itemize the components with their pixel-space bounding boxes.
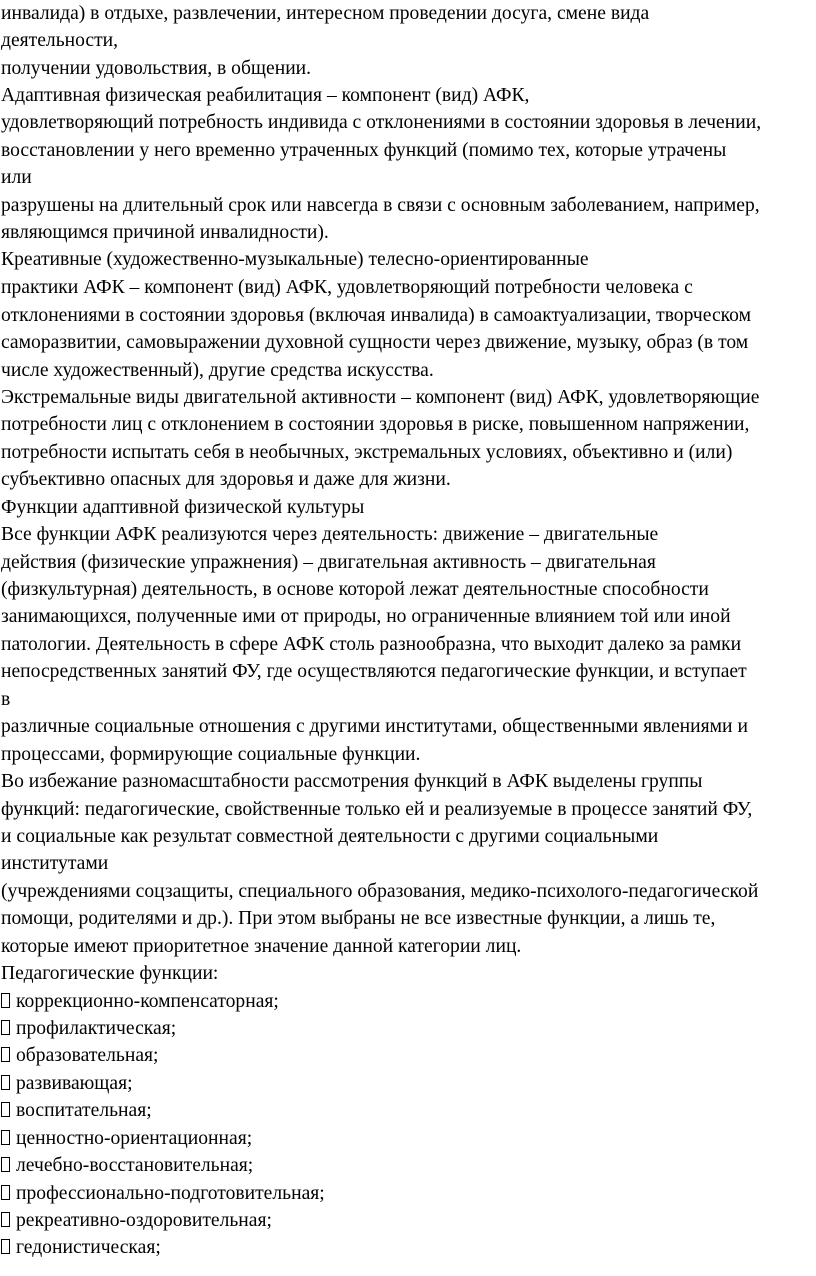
list-heading: Педагогические функции: — [1, 963, 219, 984]
text-line: функций: педагогические, свойственные только ей и реализуемые в процессе занятий ФУ, — [1, 799, 753, 820]
list-item — [1, 1097, 152, 1124]
text-line: помощи, родителями и др.). При этом выбраны не все известные функции, а лишь те, — [1, 908, 716, 929]
text-line: получении удовольствия, в общении. — [1, 58, 312, 79]
bullet-icon — [1, 1075, 10, 1090]
text-line: Экстремальные виды двигательной активности – компонент (вид) АФК, удовлетворяющие — [1, 387, 760, 408]
text-line: которые имеют приоритетное значение данной категории лиц. — [1, 936, 522, 957]
text-line: Во избежание разномасштабности рассмотрения функций в АФК выделены группы — [1, 771, 703, 792]
list-item — [1, 1042, 158, 1069]
bullet-icon — [1, 1185, 10, 1200]
text-line: деятельности, — [1, 30, 119, 51]
bullet-icon — [1, 1102, 10, 1117]
text-line: инвалида) в отдыхе, развлечении, интересном проведении досуга, смене вида — [1, 3, 650, 24]
bullet-icon — [1, 993, 10, 1008]
text-line: Все функции АФК реализуются через деятельность: движение – двигательные — [1, 524, 659, 545]
list-item-label: ценностно-ориентационная; — [16, 1128, 253, 1149]
text-line: являющимся причиной инвалидности). — [1, 222, 329, 243]
list-item — [1, 1015, 176, 1042]
list-item-label: лечебно-восстановительная; — [16, 1155, 254, 1176]
list-item-label: профилактическая; — [16, 1018, 177, 1039]
list-item-label: рекреативно-оздоровительная; — [16, 1210, 272, 1231]
text-line: и социальные как результат совместной деятельности с другими социальными — [1, 826, 659, 847]
bullet-icon — [1, 1157, 10, 1172]
list-item-label: коррекционно-компенсаторная; — [16, 991, 279, 1012]
text-line: практики АФК – компонент (вид) АФК, удовлетворяющий потребности человека с — [1, 277, 693, 298]
bullet-icon — [1, 1239, 10, 1254]
text-line: процессами, формирующие социальные функции. — [1, 744, 421, 765]
text-line: удовлетворяющий потребность индивида с отклонениями в состоянии здоровья в лечении, — [1, 112, 762, 133]
text-line: саморазвитии, самовыражении духовной сущности через движение, музыку, образ (в том — [1, 332, 749, 353]
bullet-icon — [1, 1212, 10, 1227]
text-line: различные социальные отношения с другими институтами, общественными явлениями и — [1, 716, 748, 737]
text-line: (физкультурная) деятельность, в основе которой лежат деятельностные способности — [1, 579, 709, 600]
text-line: Креативные (художественно-музыкальные) телесно-ориентированные — [1, 249, 589, 270]
list-item — [1, 1125, 252, 1152]
list-item — [1, 1070, 133, 1097]
text-line: числе художественный), другие средства искусства. — [1, 360, 434, 381]
text-line: или — [1, 167, 32, 188]
text-line: восстановлении у него временно утраченных функций (помимо тех, которые утрачены — [1, 140, 727, 161]
list-item — [1, 1180, 325, 1207]
bullet-icon — [1, 1020, 10, 1035]
text-line: потребности испытать себя в необычных, экстремальных условиях, объективно и (или) — [1, 442, 733, 463]
text-line: разрушены на длительный срок или навсегда в связи с основным заболеванием, например, — [1, 195, 760, 216]
list-item — [1, 1152, 253, 1179]
list-item — [1, 988, 279, 1015]
text-line: действия (физические упражнения) – двигательная активность – двигательная — [1, 552, 656, 573]
text-line: институтами — [1, 853, 109, 874]
text-line: отклонениями в состоянии здоровья (включая инвалида) в самоактуализации, творческом — [1, 305, 751, 326]
list-item-label: гедонистическая; — [16, 1237, 161, 1258]
text-line: занимающихся, полученные ими от природы, но ограниченные влиянием той или иной — [1, 606, 731, 627]
bullet-icon — [1, 1130, 10, 1145]
section-heading: Функции адаптивной физической культуры — [1, 497, 365, 518]
list-item — [1, 1207, 272, 1234]
list-item-label: образовательная; — [16, 1045, 159, 1066]
text-line: патологии. Деятельность в сфере АФК столь разнообразна, что выходит далеко за рамки — [1, 634, 742, 655]
text-line: в — [1, 689, 11, 710]
bullet-icon — [1, 1047, 10, 1062]
text-line: непосредственных занятий ФУ, где осуществляются педагогические функции, и вступает — [1, 661, 747, 682]
list-item-label: профессионально-подготовительная; — [16, 1183, 325, 1204]
list-item — [1, 1234, 161, 1261]
text-line: Адаптивная физическая реабилитация – компонент (вид) АФК, — [1, 85, 530, 106]
text-line: (учреждениями соцзащиты, специального образования, медико-психолого-педагогической — [1, 881, 759, 902]
list-item-label: развивающая; — [16, 1073, 133, 1094]
list-item-label: воспитательная; — [16, 1100, 152, 1121]
text-line: субъективно опасных для здоровья и даже для жизни. — [1, 469, 451, 490]
text-line: потребности лиц с отклонением в состоянии здоровья в риске, повышенном напряжении, — [1, 414, 750, 435]
